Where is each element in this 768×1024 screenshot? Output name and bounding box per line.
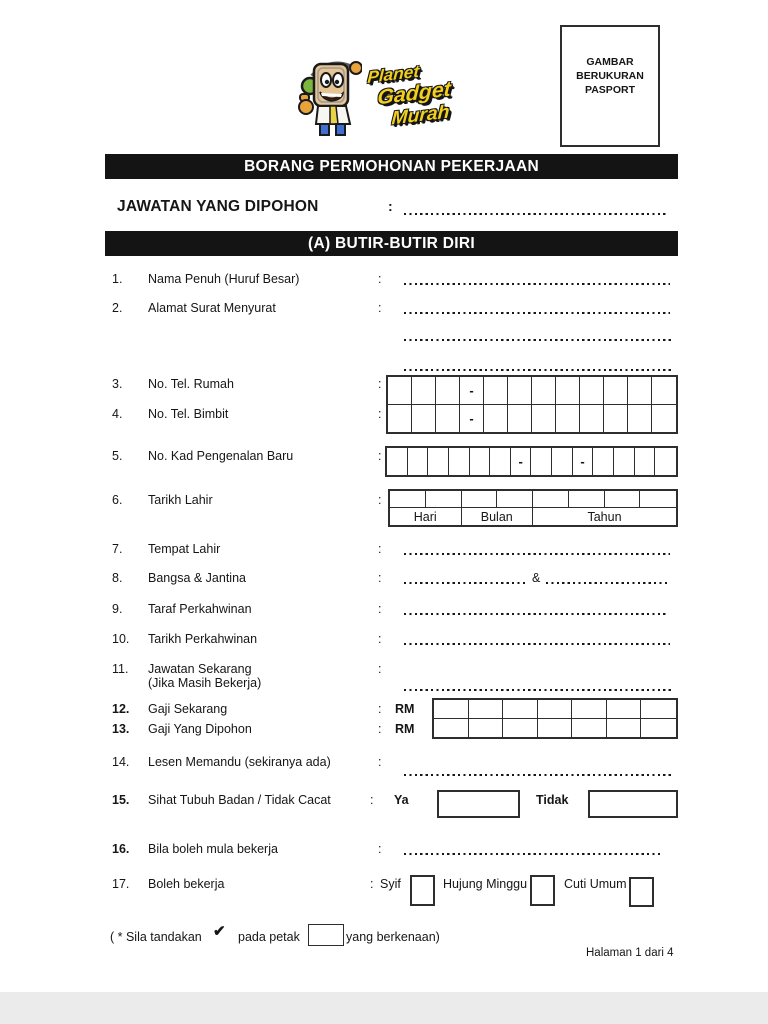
digit-cell: [434, 700, 469, 719]
digit-cell: [572, 700, 607, 719]
digit-cell: [538, 719, 573, 738]
item-9-number: 9.: [112, 602, 123, 616]
digit-cell: [484, 377, 508, 405]
weekend-label: Hujung Minggu: [443, 877, 528, 891]
public-holiday-checkbox: [629, 877, 654, 907]
date-label-row: [390, 507, 676, 525]
passport-photo-box: [560, 25, 660, 147]
item-4-colon: :: [378, 407, 382, 421]
digit-cell: [436, 405, 460, 433]
date-of-birth-grid: [388, 489, 678, 527]
dash-cell: -: [460, 377, 484, 405]
position-applied-answer-line: [404, 200, 666, 215]
yes-label: Ya: [394, 793, 409, 807]
item-7-label: Tempat Lahir: [148, 542, 221, 556]
digit-cell: [641, 700, 676, 719]
logo-word-gadget: Gadget: [376, 77, 452, 110]
form-title: BORANG PERMOHONAN PEKERJAAN: [244, 157, 539, 175]
month-label: Bulan: [462, 508, 534, 525]
photo-box-line3: PASPORT: [585, 84, 635, 96]
digit-cell: [607, 719, 642, 738]
digit-cell: [533, 491, 569, 507]
page-bottom-edge: [0, 992, 768, 1024]
item-15-label: Sihat Tubuh Badan / Tidak Cacat: [148, 793, 331, 807]
item-3-number: 3.: [112, 377, 123, 391]
digit-cell: [604, 377, 628, 405]
dash-cell: -: [511, 448, 532, 475]
item-6-colon: :: [378, 493, 382, 507]
item-2-number: 2.: [112, 301, 123, 315]
item-13-currency-label: RM: [395, 722, 415, 736]
digit-cell: [408, 448, 429, 475]
digit-cell: [635, 448, 656, 475]
item-1-number: 1.: [112, 272, 123, 286]
digit-cell: [469, 700, 504, 719]
item-14-number: 14.: [112, 755, 130, 769]
digit-cell: [428, 448, 449, 475]
sample-checkbox: [308, 924, 344, 946]
item-9-label: Taraf Perkahwinan: [148, 602, 252, 616]
form-title-bar: [105, 154, 678, 179]
item-7-colon: :: [378, 542, 382, 556]
item-16-colon: :: [378, 842, 382, 856]
digit-cell: [552, 448, 573, 475]
digit-cell: [503, 700, 538, 719]
item-14-answer-line: [404, 761, 672, 776]
item-1-label: Nama Penuh (Huruf Besar): [148, 272, 300, 286]
digit-cell: [607, 700, 642, 719]
digit-cell: [426, 491, 462, 507]
digit-cell: [572, 719, 607, 738]
digit-cell: [640, 491, 676, 507]
position-applied-label: JAWATAN YANG DIPOHON: [117, 198, 319, 215]
footer-note-suffix: yang berkenaan): [346, 930, 440, 944]
item-8-colon: :: [378, 571, 382, 585]
item-1-answer-line: [404, 270, 670, 285]
item-8-ampersand: &: [532, 571, 541, 585]
item-2-answer-line-3: [404, 356, 672, 371]
digit-cell: [497, 491, 533, 507]
item-16-number: 16.: [112, 842, 130, 856]
digit-cell: [503, 719, 538, 738]
digit-cell: [532, 377, 556, 405]
day-label: Hari: [390, 508, 462, 525]
item-7-answer-line: [404, 540, 670, 555]
logo-character-icon: [298, 56, 362, 138]
item-3-label: No. Tel. Rumah: [148, 377, 234, 391]
digit-cell: [434, 719, 469, 738]
item-10-colon: :: [378, 632, 382, 646]
weekend-checkbox: [530, 875, 555, 906]
no-label: Tidak: [536, 793, 569, 807]
digit-cell: [580, 405, 604, 433]
footer-note-prefix: ( * Sila tandakan: [110, 930, 202, 944]
section-a-title: (A) BUTIR-BUTIR DIRI: [307, 234, 475, 252]
photo-box-line2: BERUKURAN: [576, 70, 644, 82]
digit-cell: [604, 405, 628, 433]
no-checkbox: [588, 790, 678, 818]
item-3-colon: :: [378, 377, 382, 391]
item-10-answer-line: [404, 630, 670, 645]
item-11-colon: :: [378, 662, 382, 676]
date-digit-row: [390, 491, 676, 507]
item-11-number: 11.: [112, 662, 129, 676]
item-12-currency-label: RM: [395, 702, 415, 716]
check-mark-icon: ✔: [213, 923, 226, 940]
telephone-number-grid: [386, 375, 678, 434]
item-11-answer-line: [404, 676, 672, 691]
digit-cell: [390, 491, 426, 507]
dash-cell: -: [460, 405, 484, 433]
digit-cell: [531, 448, 552, 475]
digit-cell: [387, 448, 408, 475]
digit-cell: [490, 448, 511, 475]
digit-cell: [614, 448, 635, 475]
item-14-label: Lesen Memandu (sekiranya ada): [148, 755, 331, 769]
digit-cell: [484, 405, 508, 433]
item-1-colon: :: [378, 272, 382, 286]
digit-cell: [532, 405, 556, 433]
item-17-label: Boleh bekerja: [148, 877, 225, 891]
digit-cell: [556, 377, 580, 405]
item-8-answer-line-gender: [546, 569, 668, 584]
item-17-number: 17.: [112, 877, 130, 891]
item-9-answer-line: [404, 600, 668, 615]
item-2-label: Alamat Surat Menyurat: [148, 301, 276, 315]
logo-wordmark: [366, 61, 452, 130]
item-10-label: Tarikh Perkahwinan: [148, 632, 258, 646]
item-10-number: 10.: [112, 632, 130, 646]
digit-cell: [652, 377, 676, 405]
digit-cell: [388, 377, 412, 405]
digit-cell: [641, 719, 676, 738]
item-2-answer-line-1: [404, 299, 670, 314]
digit-cell: [388, 405, 412, 433]
digit-cell: [470, 448, 491, 475]
item-11-label: Jawatan Sekarang: [148, 662, 252, 676]
item-16-answer-line: [404, 840, 662, 855]
digit-cell: [412, 377, 436, 405]
digit-cell: [412, 405, 436, 433]
item-13-colon: :: [378, 722, 382, 736]
item-9-colon: :: [378, 602, 382, 616]
digit-cell: [556, 405, 580, 433]
logo-word-murah: Murah: [391, 101, 450, 130]
dash-cell: -: [573, 448, 594, 475]
item-6-label: Tarikh Lahir: [148, 493, 213, 507]
digit-cell: [569, 491, 605, 507]
salary-amount-grid: [432, 698, 678, 739]
digit-cell: [580, 377, 604, 405]
page-indicator: Halaman 1 dari 4: [586, 947, 674, 959]
item-2-colon: :: [378, 301, 382, 315]
item-12-colon: :: [378, 702, 382, 716]
digit-cell: [449, 448, 470, 475]
public-holiday-label: Cuti Umum: [564, 877, 627, 891]
yes-checkbox: [437, 790, 520, 818]
item-17-colon: :: [370, 877, 374, 891]
digit-cell: [652, 405, 676, 433]
shift-checkbox: [410, 875, 435, 906]
ic-number-grid: [385, 446, 678, 477]
digit-cell: [628, 405, 652, 433]
item-8-number: 8.: [112, 571, 123, 585]
digit-cell: [508, 377, 532, 405]
digit-cell: [508, 405, 532, 433]
item-5-number: 5.: [112, 449, 123, 463]
item-12-number: 12.: [112, 702, 130, 716]
digit-cell: [469, 719, 504, 738]
section-a-header: [105, 231, 678, 256]
item-4-label: No. Tel. Bimbit: [148, 407, 229, 421]
footer-note-mid: pada petak: [238, 930, 300, 944]
item-8-answer-line-race: [404, 569, 528, 584]
item-7-number: 7.: [112, 542, 123, 556]
item-6-number: 6.: [112, 493, 123, 507]
position-applied-colon: :: [388, 198, 393, 214]
digit-cell: [462, 491, 498, 507]
item-5-colon: :: [378, 449, 382, 463]
item-15-colon: :: [370, 793, 374, 807]
item-15-number: 15.: [112, 793, 130, 807]
shift-label: Syif: [380, 877, 401, 891]
item-14-colon: :: [378, 755, 382, 769]
item-4-number: 4.: [112, 407, 123, 421]
item-13-label: Gaji Yang Dipohon: [148, 722, 252, 736]
digit-cell: [605, 491, 641, 507]
digit-cell: [436, 377, 460, 405]
digit-cell: [538, 700, 573, 719]
year-label: Tahun: [587, 509, 622, 524]
planet-gadget-murah-logo: [298, 56, 474, 142]
item-11-sublabel: (Jika Masih Bekerja): [148, 676, 262, 690]
digit-cell: [628, 377, 652, 405]
digit-cell: [593, 448, 614, 475]
item-13-number: 13.: [112, 722, 130, 736]
photo-box-line1: GAMBAR: [586, 56, 634, 68]
digit-cell: [655, 448, 676, 475]
item-8-label: Bangsa & Jantina: [148, 571, 246, 585]
item-5-label: No. Kad Pengenalan Baru: [148, 449, 294, 463]
item-16-label: Bila boleh mula bekerja: [148, 842, 278, 856]
logo-word-planet: Planet: [366, 61, 420, 87]
item-2-answer-line-2: [404, 326, 672, 341]
item-12-label: Gaji Sekarang: [148, 702, 228, 716]
